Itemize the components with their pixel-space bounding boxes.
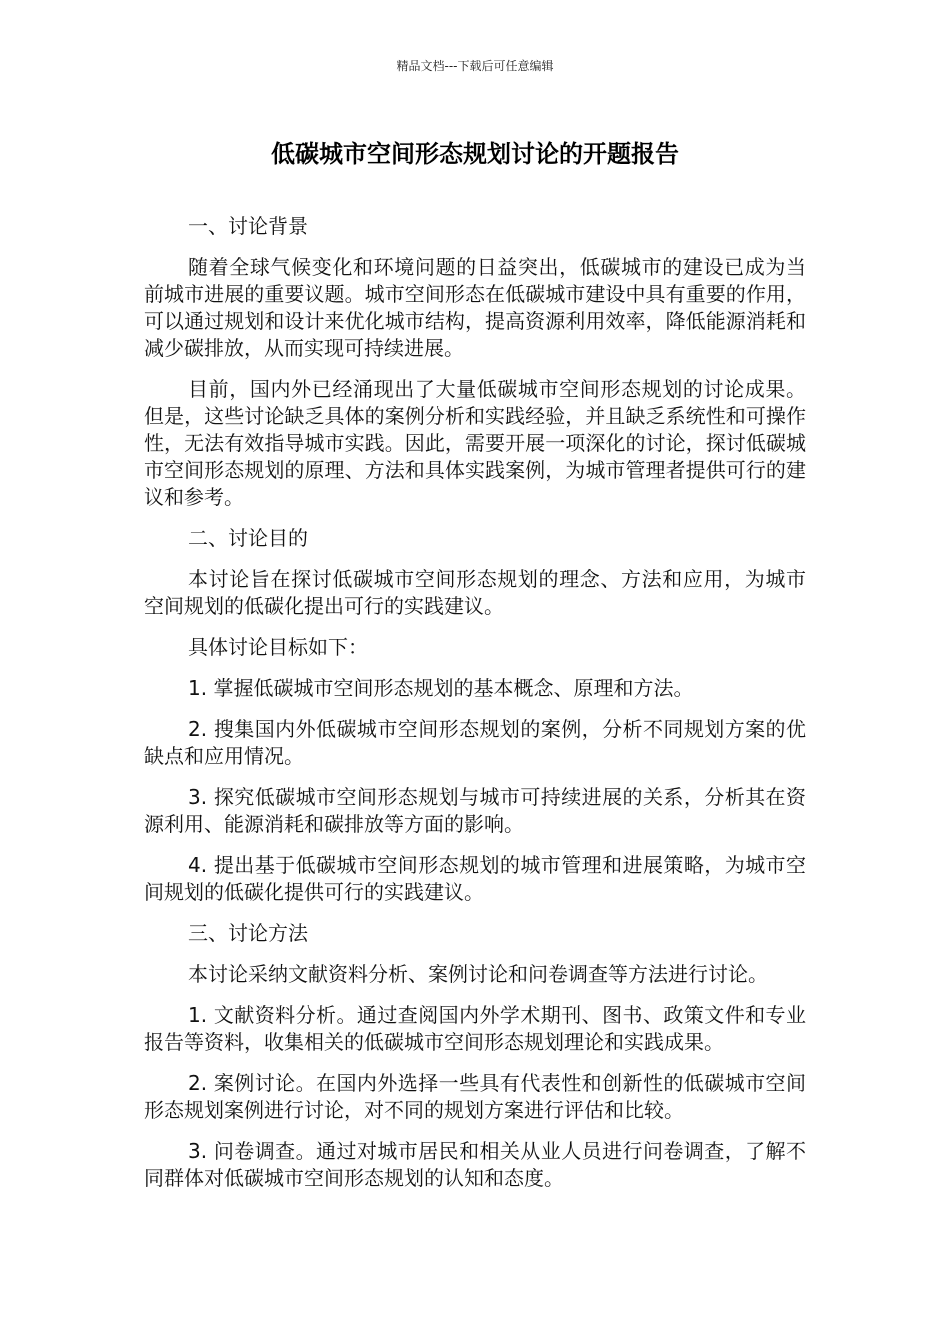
- list-item: 4. 提出基于低碳城市空间形态规划的城市管理和进展策略，为城市空间规划的低碳化提供可行的实践建议。: [144, 853, 806, 904]
- section-heading-methods: 三、讨论方法: [188, 921, 308, 945]
- page-header: 精品文档---下载后可任意编辑: [396, 59, 554, 73]
- list-item: 2. 搜集国内外低碳城市空间形态规划的案例，分析不同规划方案的优缺点和应用情况。: [144, 717, 806, 768]
- section-heading-purpose: 二、讨论目的: [188, 526, 308, 550]
- paragraph: 本讨论旨在探讨低碳城市空间形态规划的理念、方法和应用，为城市空间规划的低碳化提出可行的实践建议。: [144, 567, 806, 618]
- list-item: 1. 文献资料分析。通过查阅国内外学术期刊、图书、政策文件和专业报告等资料，收集相关的低碳城市空间形态规划理论和实践成果。: [144, 1003, 806, 1054]
- paragraph: 目前，国内外已经涌现出了大量低碳城市空间形态规划的讨论成果。但是，这些讨论缺乏具体的案例分析和实践经验，并且缺乏系统性和可操作性，无法有效指导城市实践。因此，需要开展一项深化的讨论，探讨低碳城市空间形态规划的原理、方法和具体实践案例，为城市管理者提供可行的建议和参考。: [144, 377, 806, 509]
- list-item: 1. 掌握低碳城市空间形态规划的基本概念、原理和方法。: [188, 676, 694, 700]
- list-item: 2. 案例讨论。在国内外选择一些具有代表性和创新性的低碳城市空间形态规划案例进行讨论，对不同的规划方案进行评估和比较。: [144, 1071, 806, 1122]
- document-body: [144, 213, 806, 1206]
- section-heading-background: 一、讨论背景: [188, 214, 308, 238]
- paragraph: 具体讨论目标如下：: [188, 635, 368, 659]
- list-item: 3. 问卷调查。通过对城市居民和相关从业人员进行问卷调查，了解不同群体对低碳城市空间形态规划的认知和态度。: [144, 1139, 806, 1190]
- document-title: 低碳城市空间形态规划讨论的开题报告: [271, 140, 679, 168]
- list-item: 3. 探究低碳城市空间形态规划与城市可持续进展的关系，分析其在资源利用、能源消耗和碳排放等方面的影响。: [144, 785, 806, 836]
- paragraph: 随着全球气候变化和环境问题的日益突出，低碳城市的建设已成为当前城市进展的重要议题。城市空间形态在低碳城市建设中具有重要的作用，可以通过规划和设计来优化城市结构，提高资源利用效率，降低能源消耗和减少碳排放，从而实现可持续进展。: [144, 255, 806, 360]
- paragraph: 本讨论采纳文献资料分析、案例讨论和问卷调查等方法进行讨论。: [188, 962, 768, 986]
